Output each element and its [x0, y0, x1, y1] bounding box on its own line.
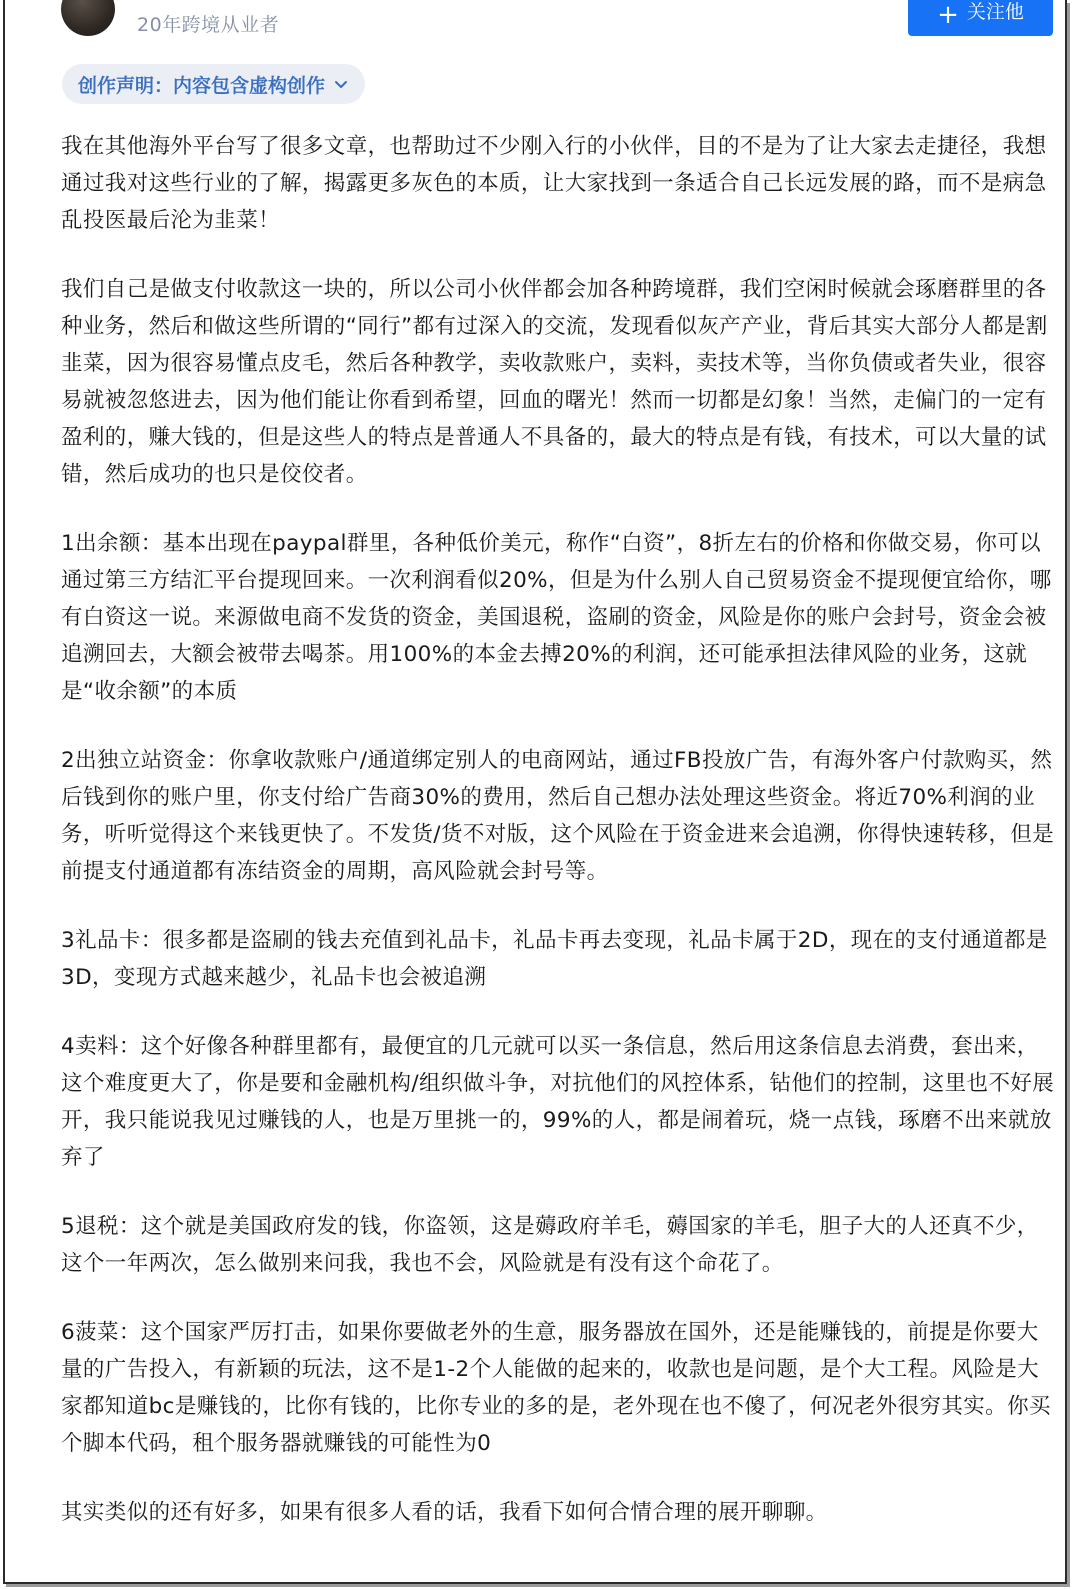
- creation-declaration[interactable]: [62, 64, 365, 104]
- article-paragraph: 我们自己是做支付收款这一块的，所以公司小伙伴都会加各种跨境群，我们空闲时候就会琢磨群里的各种业务，然后和做这些所谓的“同行”都有过深入的交流，发现看似灰产产业，背后其实大部分人都是割韭菜，因为很容易懂点皮毛，然后各种教学，卖收款账户，卖料，卖技术等，当你负债或者失业，很容易就被忽悠进去，因为他们能让你看到希望，回血的曙光！然而一切都是幻象！当然，走偏门的一定有盈利的，赚大钱的，但是这些人的特点是普通人不具备的，最大的特点是有钱，有技术，可以大量的试错，然后成功的也只是佼佼者。: [61, 277, 1048, 487]
- article-frame: [3, 0, 1067, 1584]
- article-paragraph: 5退税：这个就是美国政府发的钱，你盗领，这是薅政府羊毛，薅国家的羊毛，胆子大的人还真不少，这个一年两次，怎么做别来问我，我也不会，风险就是有没有这个命花了。: [61, 1214, 1039, 1276]
- article-paragraph: 我在其他海外平台写了很多文章，也帮助过不少刚入行的小伙伴，目的不是为了让大家去走捷径，我想通过我对这些行业的了解，揭露更多灰色的本质，让大家找到一条适合自己长远发展的路，而不是病急乱投医最后沦为韭菜！: [61, 134, 1047, 233]
- plus-icon: +: [937, 0, 959, 30]
- declaration-label: 创作声明：内容包含虚构创作: [78, 74, 326, 97]
- article-paragraph: 4卖料：这个好像各种群里都有，最便宜的几元就可以买一条信息，然后用这条信息去消费，套出来，这个难度更大了，你是要和金融机构/组织做斗争，对抗他们的风控体系，钻他们的控制，这里也不好展开，我只能说我见过赚钱的人，也是万里挑一的，99%的人，都是闹着玩，烧一点钱，琢磨不出来就放弃了: [61, 1034, 1055, 1170]
- article-paragraph: 2出独立站资金：你拿收款账户/通道绑定别人的电商网站，通过FB投放广告，有海外客户付款购买，然后钱到你的账户里，你支付给广告商30%的费用，然后自己想办法处理这些资金。将近70%利润的业务，听听觉得这个来钱更快了。不发货/货不对版，这个风险在于资金进来会追溯，你得快速转移，但是前提支付通道都有冻结资金的周期，高风险就会封号等。: [61, 748, 1055, 884]
- article-paragraph: 3礼品卡：很多都是盗刷的钱去充值到礼品卡，礼品卡再去变现，礼品卡属于2D，现在的支付通道都是3D，变现方式越来越少，礼品卡也会被追溯: [61, 928, 1048, 990]
- article-paragraph: 1出余额：基本出现在paypal群里，各种低价美元，称作“白资”，8折左右的价格和你做交易，你可以通过第三方结汇平台提现回来。一次利润看似20%，但是为什么别人自己贸易资金不提现便宜给你，哪有白资这一说。来源做电商不发货的资金，美国退税，盗刷的资金，风险是你的账户会封号，资金会被追溯回去，大额会被带去喝茶。用100%的本金去搏20%的利润，还可能承担法律风险的业务，这就是“收余额”的本质: [61, 531, 1052, 704]
- chevron-down-icon: [333, 76, 349, 92]
- avatar[interactable]: [61, 0, 115, 36]
- article-paragraph: 6菠菜：这个国家严厉打击，如果你要做老外的生意，服务器放在国外，还是能赚钱的，前提是你要大量的广告投入，有新颖的玩法，这不是1-2个人能做的起来的，收款也是问题，是个大工程。风险是大家都知道bc是赚钱的，比你有钱的，比你专业的多的是，老外现在也不傻了，何况老外很穷其实。你买个脚本代码，租个服务器就赚钱的可能性为0: [61, 1320, 1051, 1456]
- author-description: 20年跨境从业者: [137, 14, 280, 36]
- follow-label: 关注他: [966, 1, 1024, 23]
- article-body: [61, 128, 1057, 1563]
- article-paragraph: 其实类似的还有好多，如果有很多人看的话，我看下如何合情合理的展开聊聊。: [61, 1500, 828, 1525]
- follow-button[interactable]: [908, 0, 1053, 36]
